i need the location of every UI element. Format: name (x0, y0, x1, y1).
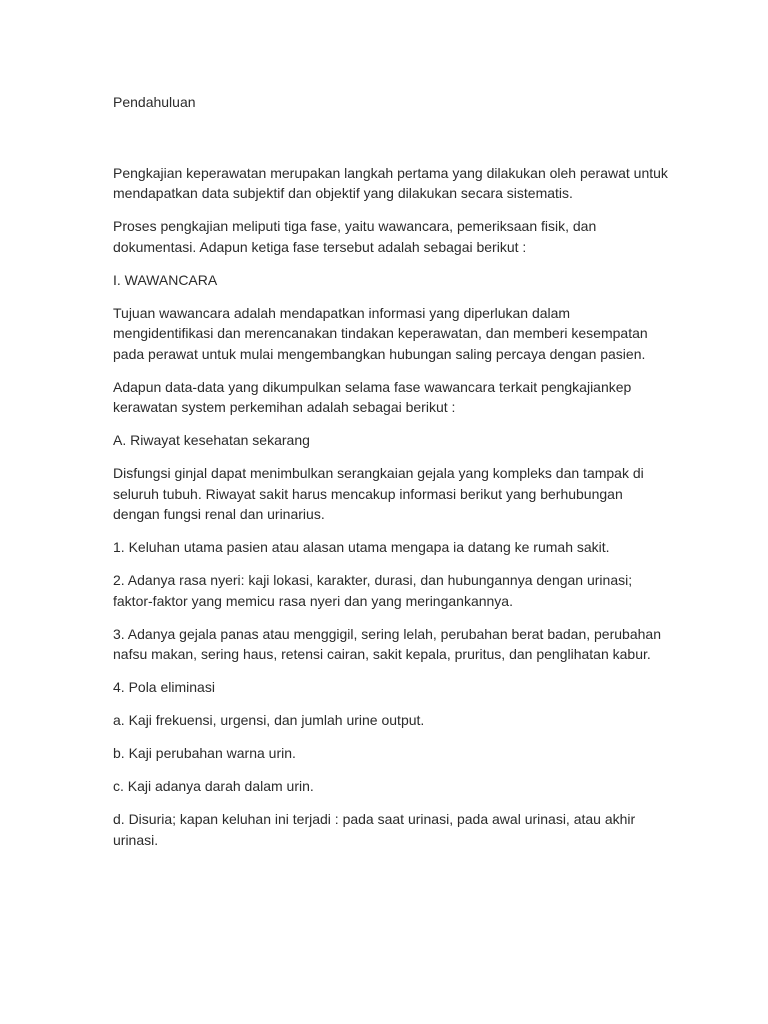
list-item-3: 3. Adanya gejala panas atau menggigil, sering lelah, perubahan berat badan, perubahan nafsu makan, sering haus, retensi cairan, sakit kepala, pruritus, dan penglihatan kabur. (113, 625, 661, 662)
list-item-a: a. Kaji frekuensi, urgensi, dan jumlah urine output. (113, 712, 425, 728)
paragraph-intro: Pengkajian keperawatan merupakan langkah pertama yang dilakukan oleh perawat untuk mendapatkan data subjektif dan objektif yang dilakukan secara sistematis. (113, 164, 668, 201)
paragraph-data-collected: Adapun data-data yang dikumpulkan selama fase wawancara terkait pengkajiankep kerawatan system perkemihan adalah sebagai berikut : (113, 378, 632, 415)
document-title: Pendahuluan (113, 94, 196, 110)
list-item-1: 1. Keluhan utama pasien atau alasan utama mengapa ia datang ke rumah sakit. (113, 539, 610, 555)
paragraph-phases: Proses pengkajian meliputi tiga fase, yaitu wawancara, pemeriksaan fisik, dan dokumentasi. Adapun ketiga fase tersebut adalah sebagai berikut : (113, 218, 597, 255)
list-item-c: c. Kaji adanya darah dalam urin. (113, 778, 314, 794)
list-item-2: 2. Adanya rasa nyeri: kaji lokasi, karakter, durasi, dan hubungannya dengan urinasi; faktor-faktor yang memicu rasa nyeri dan yang meringankannya. (113, 572, 633, 609)
list-item-b: b. Kaji perubahan warna urin. (113, 745, 296, 761)
section-heading-wawancara: I. WAWANCARA (113, 271, 218, 288)
list-item-d: d. Disuria; kapan keluhan ini terjadi : pada saat urinasi, pada awal urinasi, atau akhir urinasi. (113, 811, 636, 848)
paragraph-wawancara-goal: Tujuan wawancara adalah mendapatkan informasi yang diperlukan dalam mengidentifikasi dan merencanakan tindakan keperawatan, dan memberi kesempatan pada perawat untuk mulai mengembangkan hubungan saling percaya dengan pasien. (113, 304, 648, 362)
subsection-heading-riwayat: A. Riwayat kesehatan sekarang (113, 432, 310, 448)
list-item-4: 4. Pola eliminasi (113, 679, 215, 695)
paragraph-disfungsi: Disfungsi ginjal dapat menimbulkan serangkaian gejala yang kompleks dan tampak di seluruh tubuh. Riwayat sakit harus mencakup informasi berikut yang berhubungan dengan fungsi renal dan urinarius. (113, 465, 644, 522)
document-body (113, 92, 673, 863)
